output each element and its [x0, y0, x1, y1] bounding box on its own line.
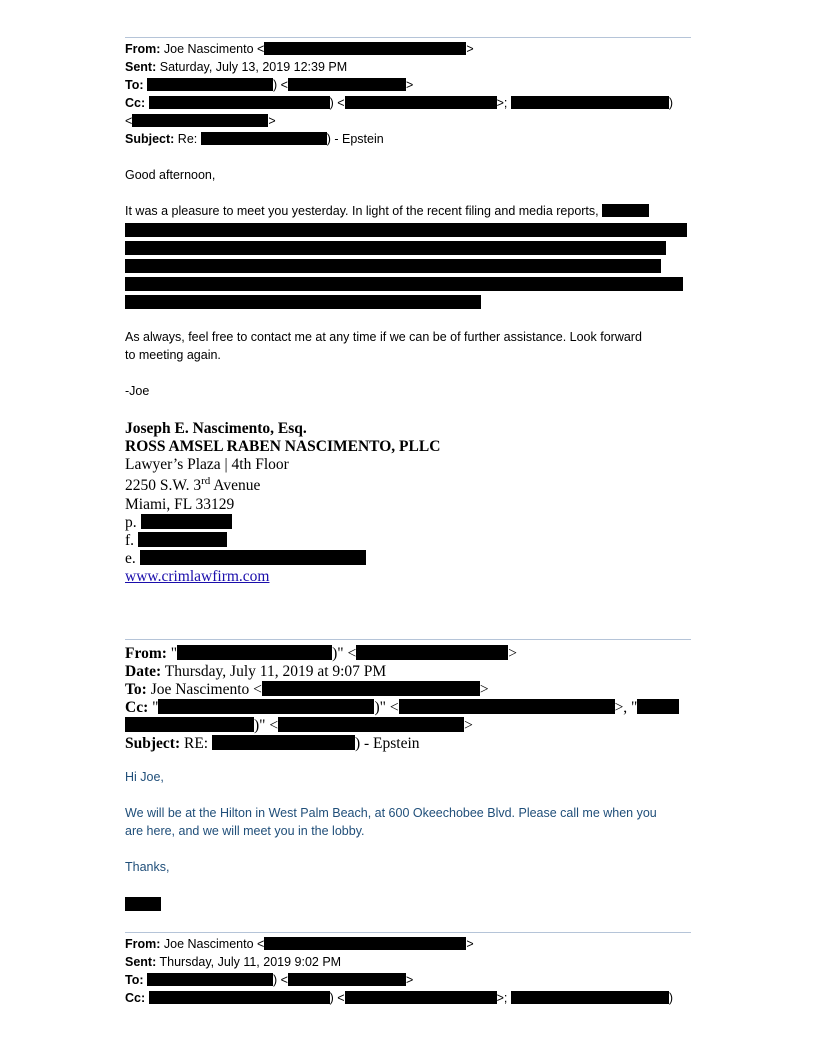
redaction [264, 42, 466, 55]
redaction-block [125, 277, 683, 291]
email1-cc: Cc: ) < >; ) [125, 991, 673, 1005]
email3-to: To: ) < > [125, 78, 414, 92]
signature-address-3: Miami, FL 33129 [125, 496, 235, 513]
header-divider [125, 37, 691, 38]
redaction [149, 991, 330, 1004]
email3-cc: Cc: ) < >; ) [125, 96, 673, 110]
email1-sent: Sent: Thursday, July 11, 2019 9:02 PM [125, 955, 342, 969]
header-divider [125, 639, 691, 640]
redaction-block [125, 897, 161, 911]
email2-thanks: Thanks, [125, 860, 170, 874]
redaction [147, 78, 273, 91]
signature-website-row [125, 568, 269, 586]
email1-to: To: ) < > [125, 973, 414, 987]
signature-email: e. [125, 550, 366, 568]
email2-date: Date: Thursday, July 11, 2019 at 9:07 PM [125, 663, 387, 680]
email2-body-line2: are here, and we will meet you in the lobby. [125, 824, 365, 838]
header-divider [125, 932, 691, 933]
redaction-block [125, 295, 481, 309]
signature-address-2: 2250 S.W. 3rd Avenue [125, 474, 261, 494]
redaction-block [125, 259, 661, 273]
email3-signoff: -Joe [125, 384, 150, 398]
redaction [201, 132, 327, 145]
redaction [602, 204, 649, 217]
email2-body-line1: We will be at the Hilton in West Palm Beach, at 600 Okeechobee Blvd. Please call me when you [125, 806, 657, 820]
email2-subject: Subject: RE: ) - Epstein [125, 735, 420, 752]
email3-subject: Subject: Re: ) - Epstein [125, 132, 384, 146]
redaction [288, 78, 406, 91]
redaction [140, 550, 366, 565]
email3-body-first-line: It was a pleasure to meet you yesterday. In light of the recent filing and media reports, [125, 203, 649, 219]
redaction [212, 735, 355, 750]
redaction [147, 973, 273, 986]
signature-firm: ROSS AMSEL RABEN NASCIMENTO, PLLC [125, 438, 441, 455]
redaction [345, 96, 497, 109]
website-link[interactable]: www.crimlawfirm.com [125, 568, 270, 585]
email3-closing-line1: As always, feel free to contact me at any time if we can be of further assistance. Look forward [125, 330, 642, 344]
redaction [158, 699, 374, 714]
signature-fax: f. [125, 532, 227, 550]
email3-from: From: Joe Nascimento < > [125, 42, 474, 56]
redaction [278, 717, 464, 732]
redaction [149, 96, 330, 109]
email3-cc-cont: < > [125, 114, 276, 128]
redaction [264, 937, 466, 950]
redaction [132, 114, 268, 127]
redaction [288, 973, 406, 986]
email2-cc-cont: )" < > [125, 717, 473, 735]
redaction [511, 96, 669, 109]
email3-greeting: Good afternoon, [125, 168, 216, 182]
email1-from: From: Joe Nascimento < > [125, 937, 474, 951]
email2-from: From: " )" < > [125, 645, 517, 662]
email2-cc: Cc: " )" < >, " [125, 699, 679, 717]
redaction [356, 645, 508, 660]
email3-closing-line2: to meeting again. [125, 348, 221, 362]
signature-address-1: Lawyer’s Plaza | 4th Floor [125, 456, 289, 473]
redaction [511, 991, 669, 1004]
redaction [399, 699, 615, 714]
redaction [138, 532, 227, 547]
redaction-block [125, 241, 666, 255]
email2-to: To: Joe Nascimento < > [125, 681, 489, 698]
redaction [345, 991, 497, 1004]
email3-sent: Sent: Saturday, July 13, 2019 12:39 PM [125, 60, 348, 74]
redaction-block [125, 223, 687, 237]
redaction [637, 699, 679, 714]
redaction [125, 717, 254, 732]
redaction [177, 645, 332, 660]
signature-phone: p. [125, 514, 232, 532]
redaction [262, 681, 480, 696]
email2-greeting: Hi Joe, [125, 770, 164, 784]
redaction [141, 514, 232, 529]
signature-name: Joseph E. Nascimento, Esq. [125, 420, 307, 437]
